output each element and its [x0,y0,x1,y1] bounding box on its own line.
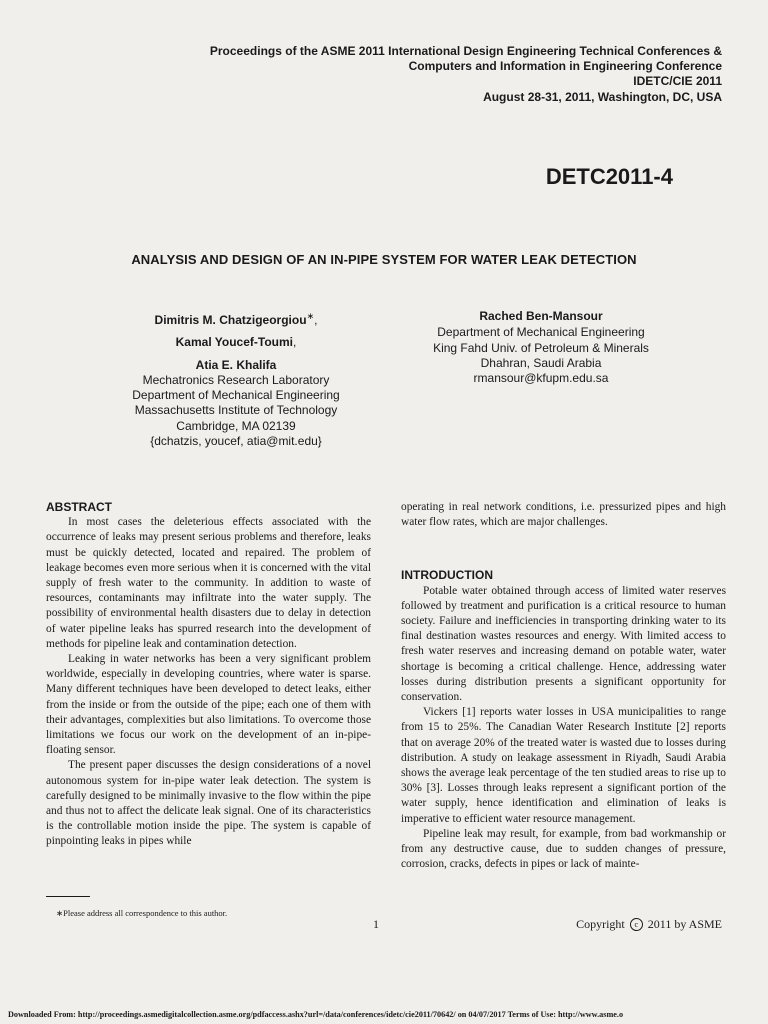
conference-line: Proceedings of the ASME 2011 International Design Engineering Technical Conferences & [209,44,722,58]
affiliation-line: Mechatronics Research Laboratory [142,372,330,387]
conference-line: IDETC/CIE 2011 [633,74,722,89]
authors-left-block: Dimitris M. Chatzigeorgiou∗, Kamal Youcef-Toumi, Atia E. Khalifa Mechatronics Research Laboratory Department of Mechanical Engineering Massachusetts Institute of Technology Cambridge, MA 02139 {dchatzis, youcef, atia@mit.edu} [68,309,404,449]
paper-title: ANALYSIS AND DESIGN OF AN IN-PIPE SYSTEM FOR WATER LEAK DETECTION [131,252,637,267]
abstract-paragraph: Leaking in water networks has been a very significant problem worldwide, especially in developing countries, where water is sparse. Many different techniques have been developed to detect leaks, either from the inside or from the outside of the pipe; each one of them with their advantages, complexities but also limitations. To overcome those limitations we focus our work on the development of an in-pipe-floating sensor. [46,653,371,757]
conference-header [210,44,722,105]
affiliation-line: Cambridge, MA 02139 [176,418,296,433]
affiliation-line: Department of Mechanical Engineering [132,388,340,403]
introduction-paragraph: Pipeline leak may result, for example, from bad workmanship or from any destructive cause, due to sudden changes of pressure, corrosion, cracks, defects in pipes or lack of mainte- [401,827,726,871]
affiliation-line: Department of Mechanical Engineering [437,325,645,340]
author-email: {dchatzis, youcef, atia@mit.edu} [150,434,322,449]
introduction-paragraph: Vickers [1] reports water losses in USA municipalities to range from 15 to 25%. The Canadian Water Research Institute [2] reports that on average 20% of the treated water is wasted due to losses during distribution. A study on leakage assessment in Riyadh, Saudi Arabia shows the average leak percentage of the ten studied areas to rise up to 30% [3]. Losses through leaks represent a significant portion of the water supply, hence identification and elimination of leaks is imperative to efficient water resource management. [401,706,726,825]
author-footnote-mark: ∗ [306,311,315,321]
copyright-symbol: c [630,918,643,931]
footnote: ∗Please address all correspondence to this author. [56,908,228,918]
affiliation-line: King Fahd Univ. of Petroleum & Minerals [433,340,649,355]
footnote-rule [46,896,90,897]
abstract-heading: ABSTRACT [46,500,112,514]
authors-right-block [400,309,682,386]
copyright-suffix: 2011 by ASME [647,917,722,931]
author-name: Rached Ben-Mansour [479,309,603,323]
conference-line: Computers and Information in Engineering Conference [408,59,722,74]
abstract-continuation: operating in real network conditions, i.e. pressurized pipes and high water flow rates, which are major challenges. [401,501,726,529]
author-name: Dimitris M. Chatzigeorgiou [154,313,307,327]
conference-line: August 28-31, 2011, Washington, DC, USA [483,89,722,104]
left-column [46,500,371,850]
copyright-prefix: Copyright [576,917,625,931]
page-number: 1 [373,917,379,931]
paper-code: DETC2011-4 [545,164,673,189]
abstract-paragraph: In most cases the deleterious effects associated with the occurrence of leaks may present serious problems and therefore, leaks must be quickly detected, located and repaired. The problem of leakage becomes even more serious when it is concerned with the vital supply of fresh water to the community. In addition to waste of resources, contaminants may infiltrate into the water supply. The possibility of environmental health disasters due to delay in detection of water pipeline leaks has spurred research into the development of methods for pipeline leak and contamination detection. [46,516,371,650]
introduction-heading: INTRODUCTION [401,568,493,583]
author-email: rmansour@kfupm.edu.sa [473,371,609,386]
author-name: Kamal Youcef-Toumi [175,335,293,350]
download-notice: Downloaded From: http://proceedings.asmedigitalcollection.asme.org/pdfaccess.ashx?url=/data/conferences/idetc/cie2011/70642/ on 04/07/2017 Terms of Use: http://www.asme.o [8,1010,624,1019]
affiliation-line: Dhahran, Saudi Arabia [480,355,602,370]
copyright-notice [576,917,722,932]
author-name: Atia E. Khalifa [195,357,277,372]
abstract-paragraph: The present paper discusses the design considerations of a novel autonomous system for in-pipe water leak detection. The system is carefully designed to be minimally invasive to the flow within the pipe and thus not to affect the delicate leak signal. One of its characteristics is the controllable motion inside the pipe. The system is capable of pinpointing leaks in pipes while [46,759,371,848]
introduction-paragraph: Potable water obtained through access of limited water reserves followed by treatment and purification is a critical resource to human society. Failure and inefficiencies in transporting drinking water to its final destination wastes resources and energy. With limited access to fresh water reserves and increasing demand on potable water, water shortage is becoming a critical challenge. Hence, addressing water losses during distribution presents a significant opportunity for conservation. [401,584,726,704]
right-column [401,500,726,872]
affiliation-line: Massachusetts Institute of Technology [134,403,338,418]
